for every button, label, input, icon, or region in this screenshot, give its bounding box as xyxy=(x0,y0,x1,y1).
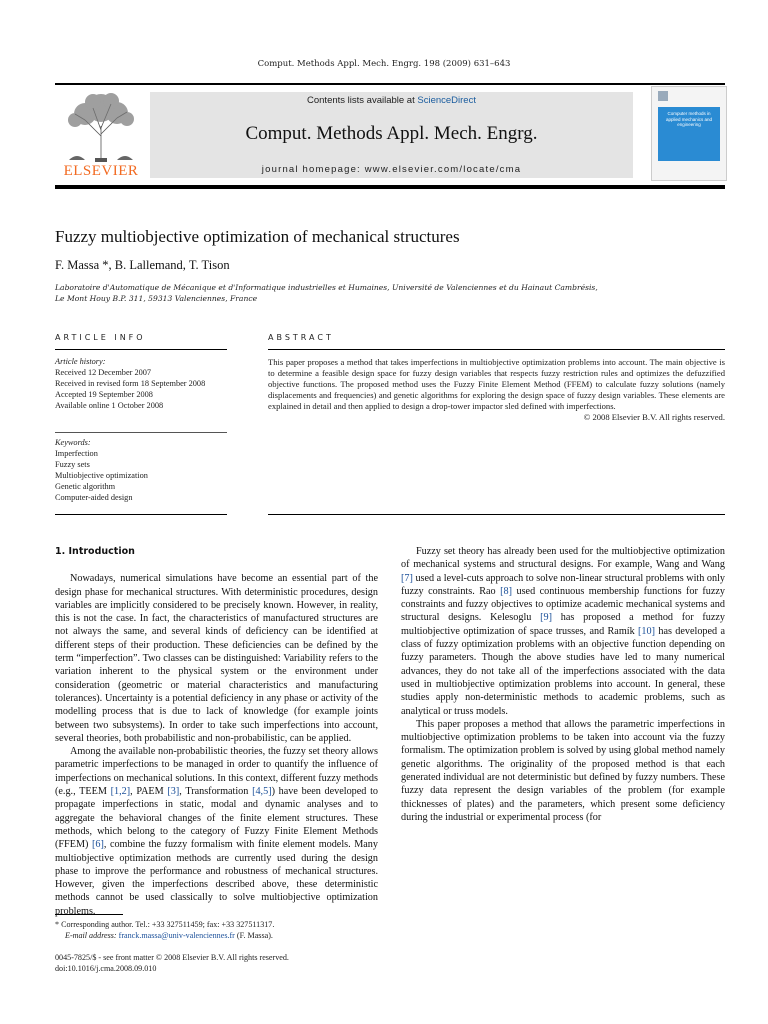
keywords-block xyxy=(55,437,230,503)
contents-line xyxy=(150,95,633,106)
abstract-heading: ABSTRACT xyxy=(268,333,334,342)
cover-emblem-icon xyxy=(658,91,668,101)
text-run: Among the available non-probabilistic theories, the fuzzy set theory allows parametric imperfections to be managed in order to quantify the influence of imperfections on mechanical solutions. In this context, different fuzzy methods (e.g., TEEM xyxy=(55,746,378,798)
author-email-link[interactable]: franck.massa@univ-valenciennes.fr xyxy=(118,931,235,940)
text-run: ) have been developed to propagate imperfections in static, modal and dynamic analyses and to aggregate the behavioral changes of the finite element structures. These methods, which belong to the category of Fuzzy Finite Element Methods (FFEM) xyxy=(55,786,378,851)
text-run: has proposed a method for fuzzy multiobjective optimization of space trusses, and Ramík xyxy=(401,612,725,637)
reference-link[interactable]: [1,2] xyxy=(110,786,131,798)
abstract-bottom-rule xyxy=(268,514,725,515)
keyword-item: Genetic algorithm xyxy=(55,482,116,491)
reference-link[interactable]: [4,5] xyxy=(252,786,272,798)
abstract-body xyxy=(268,357,725,424)
body-paragraph: Nowadays, numerical simulations have become an essential part of the design phase for mechanical structures. With deterministic procedures, design variables are implicitly considered to be precisely known. However, in reality, this is not the case. In fact, the characteristics of manufactured structures are not always the same, and several kinds of deficiency can be identified at different steps of their production. These deficiencies can be defined by the term “imperfection”. Two classes can be distinguished: Variability refers to the variation inherent to the physical system or the environment under consideration (geometric or material characteristics and manufacturing tolerances). Uncertainty is a potential deficiency in any phase or activity of the modelling process that is due to lack of knowledge (for example joints between two subsystems). In order to take such imperfections into account, several theories, both probabilistic and non-probabilistic, can be applied. xyxy=(55,573,378,744)
body-column-right xyxy=(401,545,725,824)
reference-link[interactable]: [3] xyxy=(167,786,180,798)
header-rule xyxy=(55,83,725,85)
article-info-top-rule xyxy=(55,349,227,350)
keyword-item: Computer-aided design xyxy=(55,493,133,502)
article-title: Fuzzy multiobjective optimization of mechanical structures xyxy=(55,227,460,246)
elsevier-wordmark: ELSEVIER xyxy=(63,163,139,179)
text-run: has developed a class of fuzzy optimization problems with an objective function depending on fuzzy parameters. Though the above studies have led to many numerical advances, they do not take all of the imperfections associated with the data used in multiobjective optimization problems into account. In general, these studies apply non-deterministic methods to academic problems, such as analytical or truss models. xyxy=(401,625,725,717)
article-authors: F. Massa *, B. Lallemand, T. Tison xyxy=(55,258,230,272)
front-matter xyxy=(55,952,385,974)
article-info-divider xyxy=(55,432,227,433)
abstract-copyright: © 2008 Elsevier B.V. All rights reserved. xyxy=(583,412,725,423)
keyword-item: Multiobjective optimization xyxy=(55,471,148,480)
keyword-item: Fuzzy sets xyxy=(55,460,90,469)
elsevier-tree-icon xyxy=(55,86,147,166)
body-paragraph xyxy=(55,745,378,918)
text-run: , PAEM xyxy=(130,786,168,798)
history-label: Article history: xyxy=(55,357,106,366)
history-received: Received 12 December 2007 xyxy=(55,368,152,377)
body-column-left xyxy=(55,545,378,918)
reference-link[interactable]: [8] xyxy=(500,585,513,597)
footnote-rule xyxy=(55,914,123,915)
text-run: used a level-cuts approach to solve non-linear structural problems with only fuzzy constraints. Rao xyxy=(401,572,725,597)
reference-link[interactable]: [6] xyxy=(91,839,104,851)
journal-banner xyxy=(150,92,633,178)
corresponding-author-footnote xyxy=(55,919,378,941)
elsevier-logo xyxy=(55,86,147,182)
text-run: , combine the fuzzy formalism with finite element models. Many multiobjective optimization methods are currently used during the design phase to improve the performance and robustness of mechanical structures. However, given the imperfections described above, these deterministic methods cannot be used classically to solve multiobjective optimization problems. xyxy=(55,839,378,917)
reference-link[interactable]: [7] xyxy=(401,572,413,584)
body-paragraph xyxy=(401,545,725,718)
footnote-contact: * Corresponding author. Tel.: +33 327511459; fax: +33 327511317. xyxy=(55,920,275,929)
journal-citation: Comput. Methods Appl. Mech. Engrg. 198 (2009) 631–643 xyxy=(257,59,511,69)
text-run: used continuous membership functions for fuzzy constraints and fuzzy objectives to optimize academic mechanical systems and structural designs. Kelesoglu xyxy=(401,585,725,624)
abstract-text: This paper proposes a method that takes imperfections in multiobjective optimization problems into account. The main objective is to determine a feasible design space for fuzzy design variables that respects fuzzy restriction rules and optimizes the defuzzified objective functions. The proposed method uses the Fuzzy Finite Element Method (FFEM) to calculate fuzzy solutions (namely displacements and frequencies) and genetic algorithms for exploring the design space of fuzzy design variables. These elements are explained in detail and then applied to design a drop-tower impactor sled defined with imperfections. xyxy=(268,357,725,412)
article-info-heading: ARTICLE INFO xyxy=(55,333,146,342)
article-history xyxy=(55,356,230,411)
issn-line: 0045-7825/$ - see front matter © 2008 Elsevier B.V. All rights reserved. xyxy=(55,953,289,962)
abstract-top-rule xyxy=(268,349,725,350)
reference-link[interactable]: [9] xyxy=(540,612,553,624)
history-online: Available online 1 October 2008 xyxy=(55,401,164,410)
affiliation-line-1: Laboratoire d'Automatique de Mécanique et d'Informatique industrielles et Humaines, Université de Valenciennes et du Hainaut Cambrésis, xyxy=(55,283,598,292)
reference-link[interactable]: [10] xyxy=(638,625,655,637)
affiliation-line-2: Le Mont Houy B.P. 311, 59313 Valenciennes, France xyxy=(55,294,258,303)
masthead-bottom-rule xyxy=(55,185,725,189)
cover-text: Computer methods in applied mechanics and engineering xyxy=(665,111,713,127)
journal-masthead xyxy=(55,86,725,182)
affiliation xyxy=(55,282,695,304)
email-label: E-mail address: xyxy=(65,931,119,940)
sciencedirect-link[interactable]: ScienceDirect xyxy=(417,95,476,106)
footnote-email-line xyxy=(55,930,378,941)
journal-cover-thumbnail xyxy=(651,86,727,181)
keyword-item: Imperfection xyxy=(55,449,98,458)
history-revised: Received in revised form 18 September 2008 xyxy=(55,379,206,388)
email-suffix: (F. Massa). xyxy=(234,931,273,940)
doi-line[interactable]: doi:10.1016/j.cma.2008.09.010 xyxy=(55,964,157,973)
text-run: Fuzzy set theory has already been used for the multiobjective optimization of mechanical systems and structural designs. For example, Wang and Wang xyxy=(401,546,725,571)
section-heading-introduction: 1. Introduction xyxy=(55,546,135,557)
body-paragraph: This paper proposes a method that allows the parametric imperfections in multiobjective optimization problems to be taken into account via the fuzzy formalism. The optimization problem is solved by using global method namely genetic algorithms. The originality of the proposed method is that each generated individual are not deterministic but defined by fuzzy numbers. These fuzzy data represent the design variables of the problem (for example thicknesses of plates) and the parameters, which present some deficiency during the industrial or experimental process (for xyxy=(401,718,725,823)
contents-prefix: Contents lists available at xyxy=(307,95,418,106)
journal-homepage[interactable]: journal homepage: www.elsevier.com/locate/cma xyxy=(261,164,522,175)
keywords-label: Keywords: xyxy=(55,438,91,447)
journal-title: Comput. Methods Appl. Mech. Engrg. xyxy=(245,123,538,144)
text-run: , Transformation xyxy=(179,786,253,798)
article-info-bottom-rule xyxy=(55,514,227,515)
history-accepted: Accepted 19 September 2008 xyxy=(55,390,153,399)
